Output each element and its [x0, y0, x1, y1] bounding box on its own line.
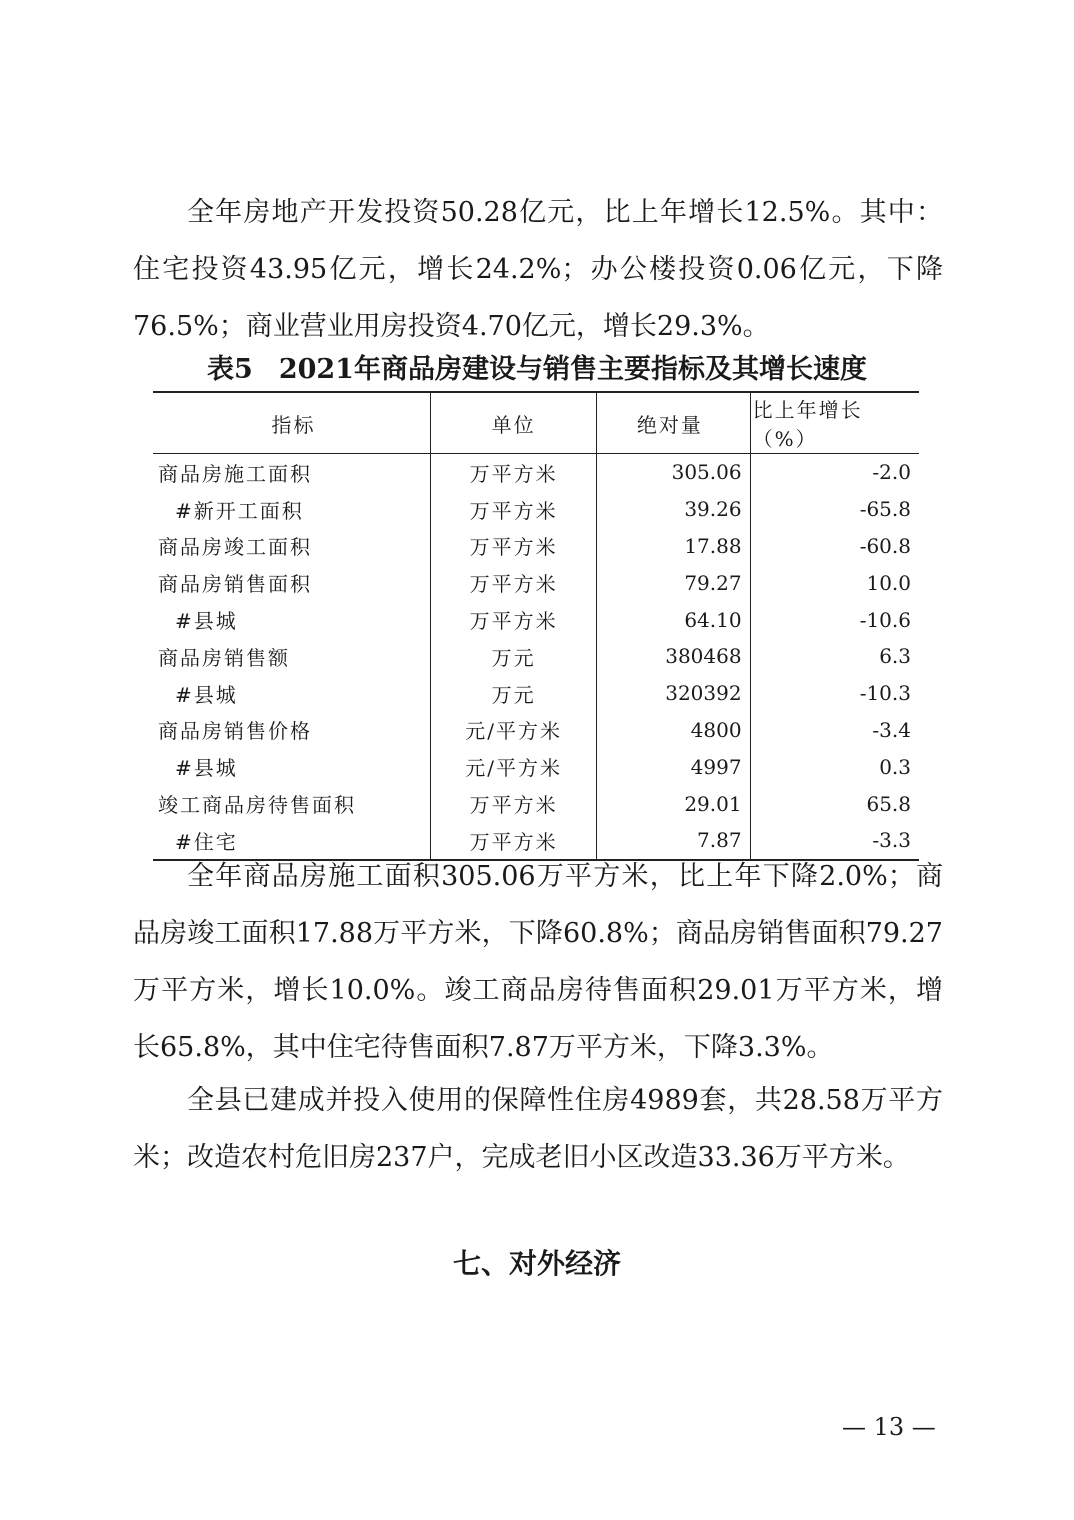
- housing-indicators-table: [153, 391, 919, 861]
- row-absolute-value: 64.10: [597, 601, 750, 638]
- row-absolute-value: 4997: [597, 748, 750, 785]
- table-row: [153, 601, 919, 638]
- page-number: — 13 —: [842, 1413, 936, 1441]
- table-header-row: [153, 392, 919, 454]
- header-unit: 单位: [431, 392, 597, 454]
- row-indicator: 商品房销售价格: [153, 712, 431, 749]
- section-heading: 七、对外经济: [452, 1247, 621, 1280]
- row-unit: 万元: [431, 638, 597, 675]
- table-row: [153, 528, 919, 565]
- table-row: [153, 638, 919, 675]
- paragraph-housing-area: 全年商品房施工面积305.06万平方米，比上年下降2.0%；商品房竣工面积17.88万平方米，下降60.8%；商品房销售面积79.27万平方米，增长10.0%。竣工商品房待售面积29.01万平方米，增长65.8%，其中住宅待售面积7.87万平方米，下降3.3%。: [133, 861, 943, 1063]
- table-row: [153, 712, 919, 749]
- row-indicator: 商品房销售额: [153, 638, 431, 675]
- row-absolute-value: 39.26: [597, 491, 750, 528]
- row-growth: -3.4: [872, 717, 911, 742]
- row-growth: -65.8: [859, 497, 911, 522]
- table-caption: [0, 350, 1074, 390]
- row-indicator: 商品房施工面积: [153, 454, 431, 491]
- row-indicator: 商品房销售面积: [153, 564, 431, 601]
- row-indicator: 商品房竣工面积: [153, 528, 431, 565]
- row-growth: -3.3: [750, 822, 919, 860]
- row-indicator: #县城: [153, 675, 431, 712]
- table-row: [153, 491, 919, 528]
- paragraph-real-estate-investment: 全年房地产开发投资50.28亿元，比上年增长12.5%。其中：住宅投资43.95亿元，增长24.2%；办公楼投资0.06亿元，下降76.5%；商业营业用房投资4.70亿元，增长29.3%。: [133, 197, 943, 342]
- table-row: [153, 564, 919, 601]
- row-unit: 万平方米: [431, 528, 597, 565]
- header-indicator: 指标: [153, 392, 431, 454]
- row-absolute-value: 17.88: [597, 528, 750, 565]
- row-growth: -10.3: [859, 681, 911, 706]
- row-unit: 万平方米: [431, 454, 597, 491]
- row-unit: 万平方米: [431, 564, 597, 601]
- table-row: [153, 785, 919, 822]
- row-absolute-value: 79.27: [597, 564, 750, 601]
- table-body: [153, 454, 919, 860]
- paragraph-affordable-housing: 全县已建成并投入使用的保障性住房4989套，共28.58万平方米；改造农村危旧房237户，完成老旧小区改造33.36万平方米。: [133, 1085, 943, 1173]
- row-unit: 万元: [431, 675, 597, 712]
- row-indicator: #新开工面积: [153, 491, 431, 528]
- row-indicator: #县城: [153, 748, 431, 785]
- row-unit: 元/平方米: [431, 748, 597, 785]
- row-absolute-value: 305.06: [597, 454, 750, 491]
- row-unit: 元/平方米: [431, 712, 597, 749]
- row-indicator: 竣工商品房待售面积: [153, 785, 431, 822]
- row-unit: 万平方米: [431, 601, 597, 638]
- table-row: [153, 454, 919, 491]
- row-unit: 万平方米: [431, 491, 597, 528]
- table-title: 2021年商品房建设与销售主要指标及其增长速度: [278, 354, 867, 385]
- header-absolute-value: 绝对量: [597, 392, 750, 454]
- header-growth: 比上年增长（%）: [750, 392, 919, 454]
- table-number: 表5: [207, 354, 253, 385]
- row-growth: -2.0: [872, 460, 911, 485]
- row-unit: 万平方米: [431, 822, 597, 860]
- row-absolute-value: 29.01: [597, 785, 750, 822]
- row-growth: 0.3: [879, 754, 911, 779]
- row-absolute-value: 380468: [597, 638, 750, 675]
- row-indicator: #县城: [153, 601, 431, 638]
- row-growth: -10.6: [859, 607, 911, 632]
- row-indicator: #住宅: [153, 822, 431, 860]
- row-growth: -60.8: [859, 533, 911, 558]
- row-absolute-value: 320392: [597, 675, 750, 712]
- row-growth: 6.3: [879, 644, 911, 669]
- row-growth: 10.0: [866, 570, 911, 595]
- table-row: [153, 748, 919, 785]
- row-unit: 万平方米: [431, 785, 597, 822]
- row-absolute-value: 7.87: [597, 822, 750, 860]
- row-growth: 65.8: [866, 791, 911, 816]
- row-absolute-value: 4800: [597, 712, 750, 749]
- table-row: [153, 675, 919, 712]
